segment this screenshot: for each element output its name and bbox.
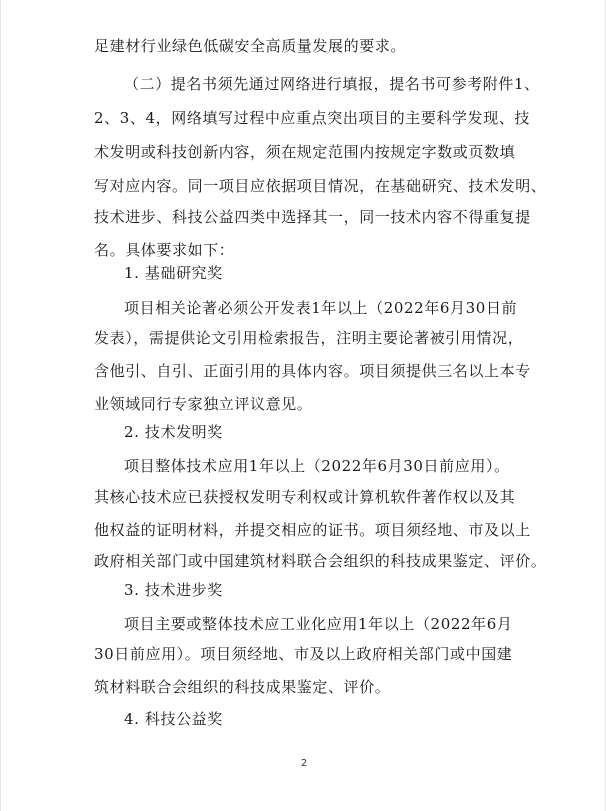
text-line: 技术进步、科技公益四类中选择其一，同一技术内容不得重复提 [94,208,531,226]
text-line: 项目整体技术应用1年以上（2022年6月30日前应用）。 [124,457,510,475]
text-line: （二）提名书须先通过网络进行填报，提名书可参考附件1、 [124,75,540,93]
text-line: 业领域同行专家独立评议意见。 [94,395,313,413]
text-line: 他权益的证明材料，并提交相应的证书。项目须经地、市及以上 [94,521,531,539]
text-line: 含他引、自引、正面引用的具体内容。项目须提供三名以上本专 [94,362,531,380]
text-line: 政府相关部门或中国建筑材料联合会组织的科技成果鉴定、评价。 [94,552,547,570]
section-heading: 1. 基础研究奖 [124,264,223,282]
text-line: 发表），需提供论文引用检索报告，注明主要论著被引用情况， [94,329,524,347]
text-line: 名。具体要求如下： [94,241,235,259]
page-number: 2 [300,758,308,769]
text-line: 足建材行业绿色低碳安全高质量发展的要求。 [94,37,407,55]
text-line: 筑材料联合会组织的科技成果鉴定、评价。 [94,678,391,696]
text-line: 2、3、4，网络填写过程中应重点突出项目的主要科学发现、技 [94,109,531,127]
text-line: 其核心技术应已获授权发明专利权或计算机软件著作权以及其 [94,488,516,506]
text-line: 术发明或科技创新内容，须在规定范围内按规定字数或页数填 [94,143,516,161]
text-line: 写对应内容。同一项目应依据项目情况，在基础研究、技术发明、 [94,177,547,195]
text-line: 30日前应用）。项目须经地、市及以上政府相关部门或中国建 [94,645,513,663]
text-line: 项目相关论著必须公开发表1年以上（2022年6月30日前 [124,299,518,317]
section-heading: 4. 科技公益奖 [124,710,223,728]
text-line: 项目主要或整体技术应工业化应用1年以上（2022年6月 [124,615,513,633]
section-heading: 3. 技术进步奖 [124,581,223,599]
section-heading: 2. 技术发明奖 [124,423,223,441]
